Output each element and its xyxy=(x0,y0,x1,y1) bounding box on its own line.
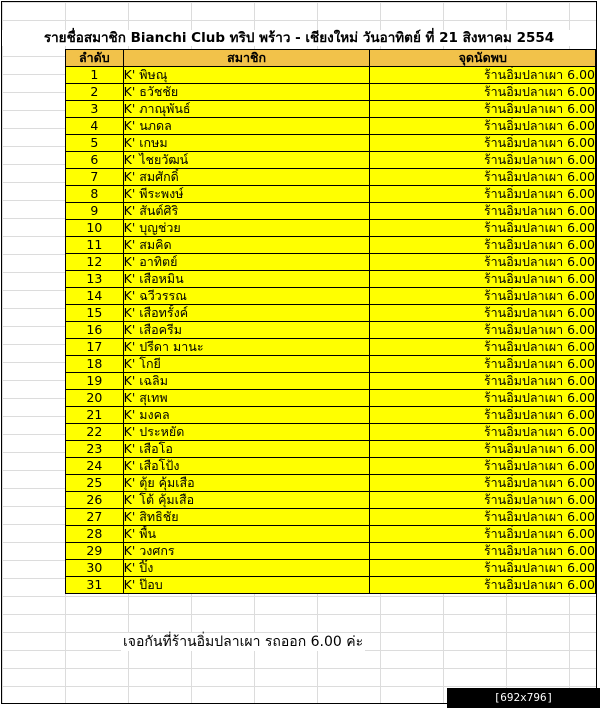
row-number: 17 xyxy=(66,339,124,356)
row-number: 24 xyxy=(66,458,124,475)
meeting-point: ร้านอิ่มปลาเผา 6.00 xyxy=(370,526,596,543)
member-name: K' สมคิด xyxy=(123,237,370,254)
row-number: 12 xyxy=(66,254,124,271)
row-number: 27 xyxy=(66,509,124,526)
member-name: K' บุญช่วย xyxy=(123,220,370,237)
member-name: K' พิษณุ xyxy=(123,67,370,84)
meeting-point: ร้านอิ่มปลาเผา 6.00 xyxy=(370,560,596,577)
table-row xyxy=(66,339,596,356)
row-number: 19 xyxy=(66,373,124,390)
meeting-point: ร้านอิ่มปลาเผา 6.00 xyxy=(370,220,596,237)
table-row xyxy=(66,475,596,492)
row-number: 21 xyxy=(66,407,124,424)
row-number: 30 xyxy=(66,560,124,577)
meeting-point: ร้านอิ่มปลาเผา 6.00 xyxy=(370,288,596,305)
meeting-point: ร้านอิ่มปลาเผา 6.00 xyxy=(370,84,596,101)
meeting-point: ร้านอิ่มปลาเผา 6.00 xyxy=(370,424,596,441)
member-name: K' ฉวีวรรณ xyxy=(123,288,370,305)
table-row xyxy=(66,577,596,594)
table-row xyxy=(66,237,596,254)
table-row xyxy=(66,543,596,560)
row-number: 13 xyxy=(66,271,124,288)
meeting-point: ร้านอิ่มปลาเผา 6.00 xyxy=(370,135,596,152)
header-order: ลำดับ xyxy=(66,50,124,67)
meeting-point: ร้านอิ่มปลาเผา 6.00 xyxy=(370,271,596,288)
row-number: 14 xyxy=(66,288,124,305)
meeting-point: ร้านอิ่มปลาเผา 6.00 xyxy=(370,186,596,203)
meeting-point: ร้านอิ่มปลาเผา 6.00 xyxy=(370,407,596,424)
meeting-point: ร้านอิ่มปลาเผา 6.00 xyxy=(370,458,596,475)
meeting-point: ร้านอิ่มปลาเผา 6.00 xyxy=(370,475,596,492)
meeting-point: ร้านอิ่มปลาเผา 6.00 xyxy=(370,356,596,373)
table-row xyxy=(66,441,596,458)
meeting-point: ร้านอิ่มปลาเผา 6.00 xyxy=(370,118,596,135)
member-name: K' ประหยัด xyxy=(123,424,370,441)
table-row xyxy=(66,322,596,339)
meeting-point: ร้านอิ่มปลาเผา 6.00 xyxy=(370,577,596,594)
member-name: K' สันต์ศิริ xyxy=(123,203,370,220)
header-meeting-point: จุดนัดพบ xyxy=(370,50,596,67)
row-number: 6 xyxy=(66,152,124,169)
meeting-point: ร้านอิ่มปลาเผา 6.00 xyxy=(370,339,596,356)
member-name: K' ป๊อบ xyxy=(123,577,370,594)
row-number: 20 xyxy=(66,390,124,407)
member-name: K' ธวัชชัย xyxy=(123,84,370,101)
table-row xyxy=(66,288,596,305)
table-header-row xyxy=(66,50,596,67)
member-name: K' วงศกร xyxy=(123,543,370,560)
row-number: 4 xyxy=(66,118,124,135)
member-name: K' เสือครีม xyxy=(123,322,370,339)
row-number: 7 xyxy=(66,169,124,186)
member-name: K' อาทิตย์ xyxy=(123,254,370,271)
row-number: 18 xyxy=(66,356,124,373)
member-name: K' พื้น xyxy=(123,526,370,543)
member-name: K' ปิ๊ง xyxy=(123,560,370,577)
meeting-point: ร้านอิ่มปลาเผา 6.00 xyxy=(370,509,596,526)
row-number: 8 xyxy=(66,186,124,203)
meeting-point: ร้านอิ่มปลาเผา 6.00 xyxy=(370,390,596,407)
table-row xyxy=(66,390,596,407)
table-row xyxy=(66,203,596,220)
meeting-point: ร้านอิ่มปลาเผา 6.00 xyxy=(370,254,596,271)
table-row xyxy=(66,458,596,475)
meeting-point: ร้านอิ่มปลาเผา 6.00 xyxy=(370,373,596,390)
table-row xyxy=(66,424,596,441)
member-name: K' ภาณุพันธ์ xyxy=(123,101,370,118)
table-row xyxy=(66,305,596,322)
member-name: K' โต้ คุ้มเสือ xyxy=(123,492,370,509)
table-row xyxy=(66,356,596,373)
member-name: K' เกษม xyxy=(123,135,370,152)
row-number: 31 xyxy=(66,577,124,594)
member-table xyxy=(65,49,596,594)
table-row xyxy=(66,135,596,152)
meeting-point: ร้านอิ่มปลาเผา 6.00 xyxy=(370,441,596,458)
table-row xyxy=(66,67,596,84)
member-name: K' สิทธิชัย xyxy=(123,509,370,526)
meeting-point: ร้านอิ่มปลาเผา 6.00 xyxy=(370,152,596,169)
row-number: 23 xyxy=(66,441,124,458)
row-number: 3 xyxy=(66,101,124,118)
member-name: K' เสือโอ xyxy=(123,441,370,458)
meeting-point: ร้านอิ่มปลาเผา 6.00 xyxy=(370,67,596,84)
meeting-point: ร้านอิ่มปลาเผา 6.00 xyxy=(370,169,596,186)
row-number: 16 xyxy=(66,322,124,339)
row-number: 28 xyxy=(66,526,124,543)
meeting-point: ร้านอิ่มปลาเผา 6.00 xyxy=(370,203,596,220)
member-name: K' โกยี xyxy=(123,356,370,373)
table-row xyxy=(66,271,596,288)
member-name: K' นภดล xyxy=(123,118,370,135)
table-row xyxy=(66,526,596,543)
member-name: K' สุเทพ xyxy=(123,390,370,407)
table-row xyxy=(66,84,596,101)
row-number: 9 xyxy=(66,203,124,220)
row-number: 29 xyxy=(66,543,124,560)
row-number: 1 xyxy=(66,67,124,84)
member-name: K' ปรีดา มานะ xyxy=(123,339,370,356)
table-row xyxy=(66,509,596,526)
row-number: 5 xyxy=(66,135,124,152)
table-row xyxy=(66,101,596,118)
member-name: K' ตุ้ย คุ้มเสือ xyxy=(123,475,370,492)
member-name: K' พีระพงษ์ xyxy=(123,186,370,203)
table-row xyxy=(66,186,596,203)
meeting-point: ร้านอิ่มปลาเผา 6.00 xyxy=(370,322,596,339)
member-name: K' เสือหมิน xyxy=(123,271,370,288)
row-number: 25 xyxy=(66,475,124,492)
table-row xyxy=(66,407,596,424)
sheet-title: รายชื่อสมาชิก Bianchi Club ทริป พร้าว - เชียงใหม่ วันอาทิตย์ ที่ 21 สิงหาคม 2554 xyxy=(2,30,596,46)
table-row xyxy=(66,220,596,237)
meeting-point: ร้านอิ่มปลาเผา 6.00 xyxy=(370,305,596,322)
meeting-point: ร้านอิ่มปลาเผา 6.00 xyxy=(370,237,596,254)
member-name: K' สมศักดิ์ xyxy=(123,169,370,186)
meeting-point: ร้านอิ่มปลาเผา 6.00 xyxy=(370,492,596,509)
header-member: สมาชิก xyxy=(123,50,370,67)
table-row xyxy=(66,492,596,509)
table-row xyxy=(66,373,596,390)
spreadsheet-sheet xyxy=(1,1,597,704)
table-row xyxy=(66,152,596,169)
member-name: K' เสือทรั้งค์ xyxy=(123,305,370,322)
row-number: 10 xyxy=(66,220,124,237)
member-name: K' เฉลิม xyxy=(123,373,370,390)
table-row xyxy=(66,118,596,135)
watermark: [692x796] http://upic.me/ xyxy=(447,688,600,708)
member-name: K' มงคล xyxy=(123,407,370,424)
row-number: 2 xyxy=(66,84,124,101)
table-row xyxy=(66,169,596,186)
table-row xyxy=(66,254,596,271)
row-number: 11 xyxy=(66,237,124,254)
member-name: K' ไชยวัฒน์ xyxy=(123,152,370,169)
meeting-point: ร้านอิ่มปลาเผา 6.00 xyxy=(370,101,596,118)
meeting-point: ร้านอิ่มปลาเผา 6.00 xyxy=(370,543,596,560)
row-number: 22 xyxy=(66,424,124,441)
row-number: 15 xyxy=(66,305,124,322)
member-name: K' เสือโป้ง xyxy=(123,458,370,475)
footer-note: เจอกันที่ร้านอิ่มปลาเผา รถออก 6.00 ค่ะ xyxy=(123,634,364,650)
table-row xyxy=(66,560,596,577)
row-number: 26 xyxy=(66,492,124,509)
